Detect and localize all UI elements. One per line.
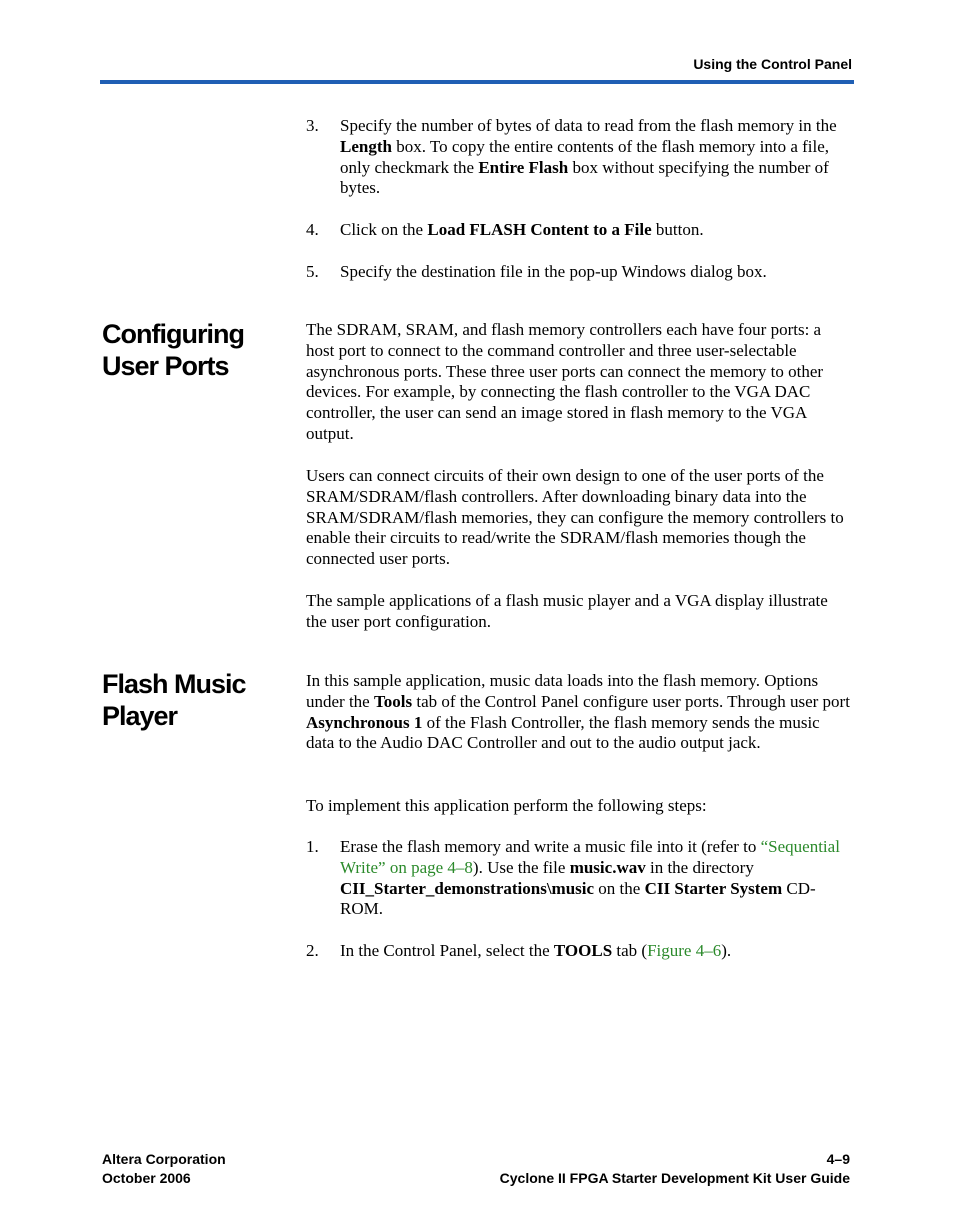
figure-reference-link[interactable]: Figure 4–6 — [647, 941, 722, 960]
step-text: Click on the Load FLASH Content to a File button. — [340, 220, 704, 239]
running-head: Using the Control Panel — [693, 56, 852, 72]
step-text: Specify the destination file in the pop-up Windows dialog box. — [340, 262, 767, 281]
paragraph: Users can connect circuits of their own design to one of the user ports of the SRAM/SDRAM/flash controllers. After downloading binary data into the SRAM/SDRAM/flash memories, they can configure the memory controllers to enable their circuits to read/write the SDRAM/flash memories though the connected user ports. — [306, 466, 844, 569]
step-number: 2. — [306, 941, 319, 960]
footer-doc-title: Cyclone II FPGA Starter Development Kit User Guide — [499, 1170, 850, 1186]
step-text: In the Control Panel, select the TOOLS tab (Figure 4–6). — [340, 941, 732, 960]
section-heading-configuring-user-ports: Configuring User Ports — [102, 319, 244, 381]
paragraph: The sample applications of a flash music player and a VGA display illustrate the user port configuration. — [306, 591, 828, 631]
page-number: 4–9 — [826, 1151, 850, 1167]
step-number: 3. — [306, 116, 319, 135]
footer-left — [102, 1150, 226, 1188]
step-text: Specify the number of bytes of data to read from the flash memory in the Length box. To copy the entire contents of the flash memory into a file, only checkmark the Entire Flash box without specifying the number of bytes. — [340, 116, 837, 198]
footer-date: October 2006 — [102, 1170, 191, 1186]
step-number: 1. — [306, 837, 319, 856]
footer-right — [500, 1150, 850, 1188]
step-number: 4. — [306, 220, 319, 239]
footer-company: Altera Corporation — [102, 1151, 226, 1167]
paragraph: In this sample application, music data loads into the flash memory. Options under the Tools tab of the Control Panel configure user ports. Through user port Asynchronous 1 of the Flash Controller, the flash memory sends the music data to the Audio DAC Controller and out to the audio output jack. — [306, 671, 850, 753]
header-rule — [100, 80, 854, 84]
cross-reference-link[interactable]: “Sequential Write” on page 4–8 — [340, 837, 840, 877]
step-text: Erase the flash memory and write a music file into it (refer to “Sequential Write” on page 4–8). Use the file music.wav in the directory CII_Starter_demonstrations\music on the CII Starter System CD-ROM. — [340, 837, 840, 919]
step-number: 5. — [306, 262, 319, 281]
paragraph: To implement this application perform the following steps: — [306, 796, 707, 815]
paragraph: The SDRAM, SRAM, and flash memory controllers each have four ports: a host port to connect to the command controller and three user-selectable asynchronous ports. These three user ports can connect the memory to other devices. For example, by connecting the flash controller to the VGA DAC controller, the user can send an image stored in flash memory to the VGA output. — [306, 320, 824, 443]
section-heading-flash-music-player: Flash Music Player — [102, 669, 246, 731]
